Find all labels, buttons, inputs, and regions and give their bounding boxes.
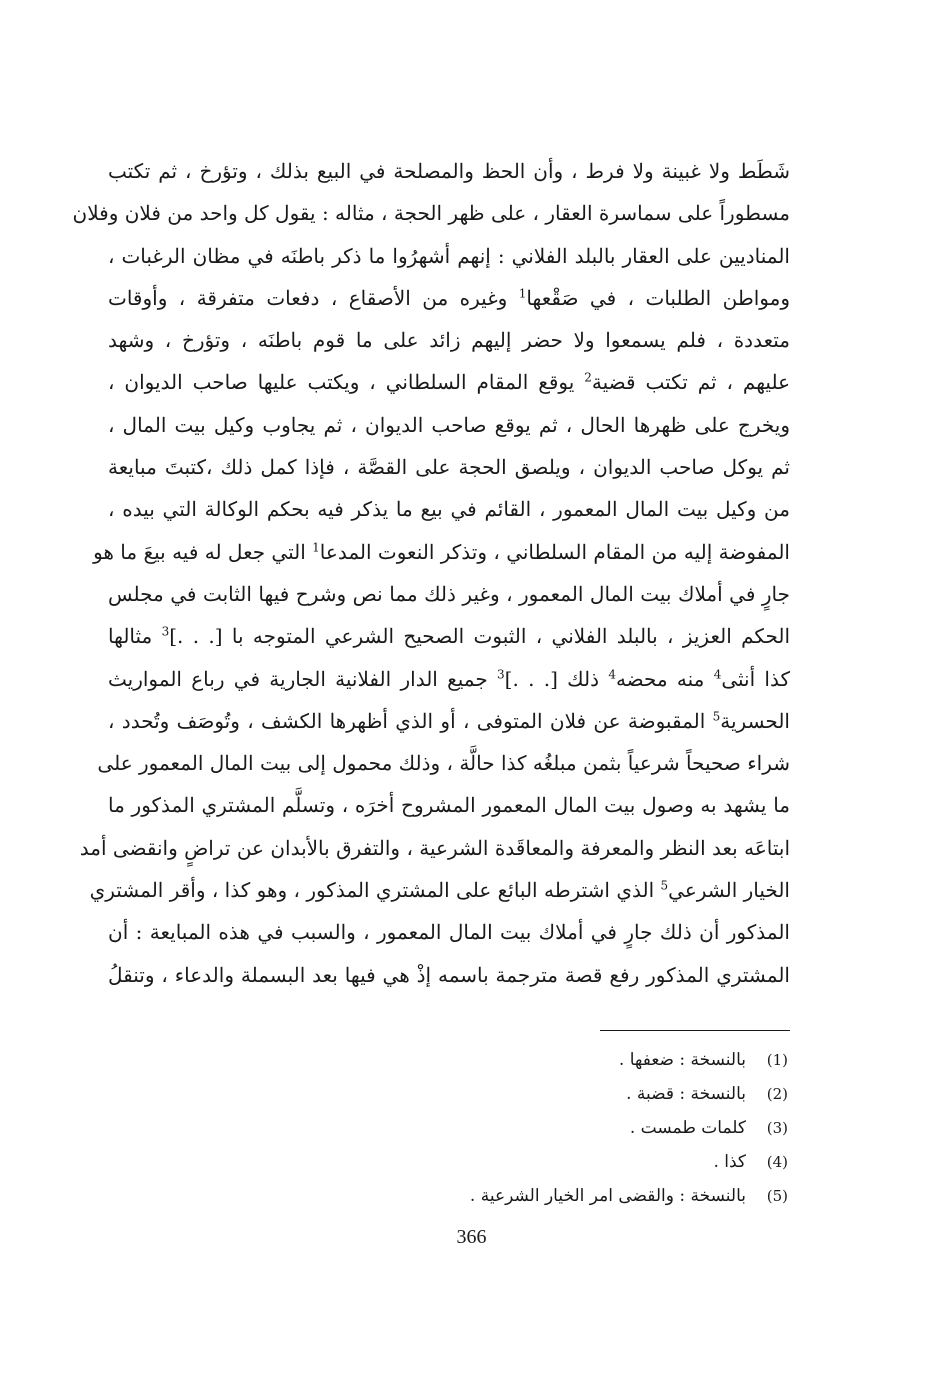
footnote-number: (1) — [766, 1051, 788, 1069]
text-line — [108, 488, 790, 530]
footnote-number: (2) — [766, 1085, 788, 1103]
text-segment: متعددة ، فلم يسمعوا ولا حضر إليهم زائد على ما قوم باطنَه ، وتؤرخ ، وشهد — [108, 328, 790, 353]
footnote-text: بالنسخة : قضبة . — [626, 1084, 746, 1104]
text-segment: مثالها — [108, 624, 162, 649]
text-segment: يوقع المقام السلطاني ، ويكتب عليها صاحب الديوان ، — [108, 370, 585, 395]
footnote-marker: 5 — [660, 878, 669, 893]
text-segment: المشتري المذكور رفع قصة مترجمة باسمه إذْ هي فيها بعد البسملة والدعاء ، وتنقلُ — [108, 962, 790, 987]
text-line — [72, 192, 790, 234]
footnote-text: كلمات طمست . — [629, 1118, 746, 1138]
text-segment: ومواطن الطلبات ، في صَقْعها — [526, 285, 790, 310]
footnote-marker: 1 — [518, 286, 527, 301]
footnote-separator — [600, 1030, 790, 1031]
text-segment: الذي اشترطه البائع على المشتري المذكور ، وهو كذا ، وأقر المشتري — [89, 878, 661, 903]
text-line — [108, 784, 790, 826]
text-line — [108, 573, 790, 615]
footnote-number: (3) — [766, 1119, 788, 1137]
text-segment: المقبوضة عن فلان المتوفى ، أو الذي أظهرها الكشف ، وتُوصَف وتُحدد ، — [108, 708, 713, 733]
footnote-marker: 3 — [161, 624, 170, 639]
main-text — [72, 150, 791, 996]
footnote-marker: 5 — [712, 709, 721, 724]
footnote — [268, 1077, 788, 1111]
text-segment: المفوضة إليه من المقام السلطاني ، وتذكر النعوت المدعا — [319, 539, 790, 564]
text-segment: مسطوراً على سماسرة العقار ، على ظهر الحجة ، مثاله : يقول كل واحد من فلان وفلان — [72, 201, 790, 226]
text-line — [89, 869, 790, 911]
text-segment: منه محضه — [615, 666, 714, 691]
footnote-marker: 4 — [608, 666, 616, 681]
footnote-number: (5) — [766, 1187, 788, 1205]
text-segment: من وكيل بيت المال المعمور ، القائم في بيع ما يذكر فيه بحكم الوكالة التي بيده ، — [108, 497, 790, 522]
page-number: 366 — [456, 1226, 487, 1248]
text-segment: وغيره من الأصقاع ، دفعات متفرقة ، وأوقات — [108, 285, 519, 310]
text-line — [93, 531, 790, 573]
text-segment: التي جعل له فيه بيعَ ما هو — [93, 539, 313, 564]
text-line — [108, 954, 790, 996]
text-segment: ذلك [. . .] — [504, 666, 609, 691]
footnote-text: كذا . — [713, 1152, 746, 1172]
footnote-marker: 4 — [713, 666, 722, 681]
text-line — [108, 700, 790, 742]
footnote — [268, 1043, 788, 1077]
text-line — [108, 319, 790, 361]
footnotes — [268, 1043, 788, 1213]
text-segment: شراء صحيحاً شرعياً بثمن مبلغُه كذا حالَّة ، وذلك محمول إلى بيت المال المعمور على — [97, 751, 790, 776]
text-segment: جارٍ في أملاك بيت المال المعمور ، وغير ذلك مما نص وشرح فيها الثابت في مجلس — [108, 581, 790, 606]
text-line — [108, 446, 790, 488]
text-line — [108, 911, 790, 953]
footnote-number: (4) — [766, 1153, 788, 1171]
text-segment: ثم يوكل صاحب الديوان ، ويلصق الحجة على القصَّة ، فإذا كمل ذلك ،كتبتَ مبايعة — [108, 455, 790, 480]
text-line — [108, 658, 790, 700]
footnote — [268, 1145, 788, 1179]
footnote-marker: 1 — [312, 540, 320, 555]
text-segment: شَطَط ولا غبينة ولا فرط ، وأن الحظ والمصلحة في البيع بذلك ، وتؤرخ ، ثم تكتب — [108, 159, 790, 183]
text-segment: الخيار الشرعي — [668, 878, 790, 903]
footnote-marker: 3 — [497, 666, 505, 681]
text-segment: المذكور أن ذلك جارٍ في أملاك بيت المال المعمور ، والسبب في هذه المبايعة : أن — [108, 920, 790, 945]
text-line — [79, 827, 790, 869]
text-line — [108, 615, 790, 657]
text-line — [108, 404, 790, 446]
footnote — [268, 1179, 788, 1213]
footnote — [268, 1111, 788, 1145]
text-segment: ويخرج على ظهرها الحال ، ثم يوقع صاحب الديوان ، ثم يجاوب وكيل بيت المال ، — [108, 412, 790, 437]
text-segment: الحكم العزيز ، بالبلد الفلاني ، الثبوت الصحيح الشرعي المتوجه با [. . .] — [169, 624, 791, 649]
text-line — [97, 742, 790, 784]
text-line — [108, 361, 790, 403]
text-segment: ما يشهد به وصول بيت المال المعمور المشروح أخرَه ، وتسلَّم المشتري المذكور ما — [108, 793, 790, 818]
footnote-text: بالنسخة : والقضى امر الخيار الشرعية . — [469, 1186, 746, 1206]
text-segment: ابتاعَه بعد النظر والمعرفة والمعاقَدة الشرعية ، والتفرق بالأبدان عن تراضٍ وانقضى أمد — [79, 835, 790, 860]
text-line — [108, 277, 790, 319]
text-segment: المناديين على العقار بالبلد الفلاني : إنهم أشهرُوا ما ذكر باطنَه في مظان الرغبات ، — [108, 243, 790, 268]
text-segment: كذا أنثى — [721, 666, 791, 691]
text-line — [108, 235, 790, 277]
text-segment: عليهم ، ثم تكتب قضية — [591, 370, 791, 395]
text-line — [108, 150, 790, 192]
footnote-text: بالنسخة : ضعفها . — [618, 1050, 746, 1070]
footnote-marker: 2 — [584, 370, 592, 385]
text-segment: جميع الدار الفلانية الجارية في رباع المواريث — [108, 666, 498, 691]
text-segment: الحسرية — [720, 708, 790, 733]
